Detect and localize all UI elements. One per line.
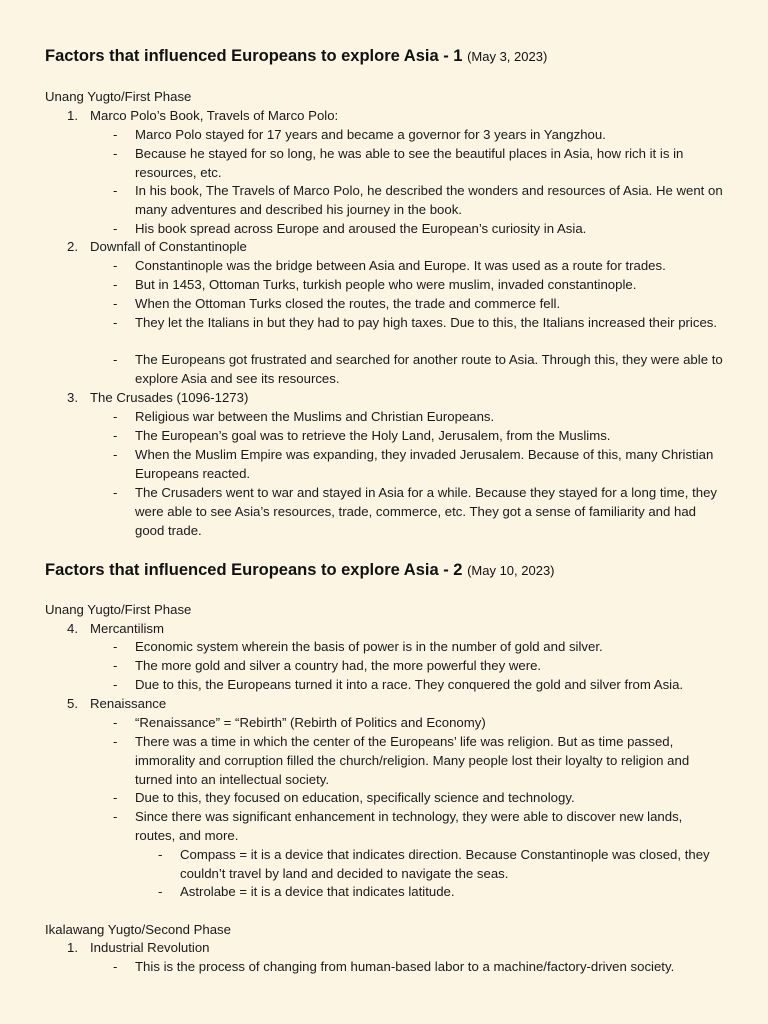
bullet-text: The Crusaders went to war and stayed in Asia for a while. Because they stayed for a long time, they were able to see Asia’s resources, trade, commerce, etc. They got a sense of familiarity and had good trade. — [135, 485, 718, 538]
bullet-text: Economic system wherein the basis of power is in the number of gold and silver. — [135, 639, 603, 654]
bullet-text: When the Muslim Empire was expanding, they invaded Jerusalem. Because of this, many Christian Europeans reacted. — [135, 447, 714, 481]
bullet-text: The more gold and silver a country had, the more powerful they were. — [135, 658, 542, 673]
bullet-text: The European’s goal was to retrieve the Holy Land, Jerusalem, from the Muslims. — [135, 428, 611, 443]
bullet-text: In his book, The Travels of Marco Polo, he described the wonders and resources of Asia. He went on many adventures and described his journey in the book. — [135, 183, 723, 217]
phase-label: Ikalawang Yugto/Second Phase — [45, 922, 231, 937]
item-number: 4. — [67, 621, 78, 636]
sub-bullet-text: Astrolabe = it is a device that indicates latitude. — [180, 884, 455, 899]
item-label: Industrial Revolution — [90, 940, 210, 955]
section-heading — [45, 47, 547, 66]
section-date: (May 10, 2023) — [467, 563, 555, 578]
item-label: Mercantilism — [90, 621, 165, 636]
bullet-text: But in 1453, Ottoman Turks, turkish people who were muslim, invaded constantinople. — [135, 277, 637, 292]
item-number: 2. — [67, 239, 78, 254]
bullet-text: Due to this, they focused on education, specifically science and technology. — [135, 790, 575, 805]
phase-label: Unang Yugto/First Phase — [45, 602, 192, 617]
bullet-text: Marco Polo stayed for 17 years and became a governor for 3 years in Yangzhou. — [135, 127, 606, 142]
bullet-text: This is the process of changing from human-based labor to a machine/factory-driven society. — [135, 959, 675, 974]
bullet-text: Because he stayed for so long, he was able to see the beautiful places in Asia, how rich it is in resources, etc. — [135, 146, 684, 180]
item-number: 1. — [67, 940, 78, 955]
bullet-text: There was a time in which the center of the Europeans’ life was religion. But as time passed, immorality and corruption filled the church/religion. Many people lost their loyalty to religion and turned into an intellectual society. — [135, 734, 690, 787]
section-heading — [45, 561, 555, 580]
bullet-text: The Europeans got frustrated and searched for another route to Asia. Through this, they were able to explore Asia and see its resources. — [135, 352, 723, 386]
bullet-text: Religious war between the Muslims and Christian Europeans. — [135, 409, 495, 424]
bullet-text: They let the Italians in but they had to pay high taxes. Due to this, the Italians increased their prices. — [135, 315, 718, 330]
bullet-text: Due to this, the Europeans turned it into a race. They conquered the gold and silver from Asia. — [135, 677, 684, 692]
item-number: 3. — [67, 390, 78, 405]
bullet-text: His book spread across Europe and aroused the European’s curiosity in Asia. — [135, 221, 587, 236]
bullet-text: Constantinople was the bridge between Asia and Europe. It was used as a route for trades. — [135, 258, 666, 273]
phase-label: Unang Yugto/First Phase — [45, 89, 192, 104]
item-number: 1. — [67, 108, 78, 123]
section-title: Factors that influenced Europeans to explore Asia - 2 — [45, 561, 463, 579]
section-date: (May 3, 2023) — [467, 49, 548, 64]
item-label: Downfall of Constantinople — [90, 239, 247, 254]
item-label: The Crusades (1096-1273) — [90, 390, 249, 405]
bullet-text: When the Ottoman Turks closed the routes, the trade and commerce fell. — [135, 296, 561, 311]
sub-bullet-text: Compass = it is a device that indicates direction. Because Constantinople was closed, they couldn’t travel by land and decided to navigate the seas. — [180, 847, 710, 881]
item-label: Renaissance — [90, 696, 167, 711]
bullet-text: Since there was significant enhancement in technology, they were able to discover new lands, routes, and more. — [135, 809, 683, 843]
bullet-text: “Renaissance” = “Rebirth” (Rebirth of Politics and Economy) — [135, 715, 486, 730]
section-title: Factors that influenced Europeans to explore Asia - 1 — [45, 47, 463, 65]
item-number: 5. — [67, 696, 78, 711]
item-label: Marco Polo’s Book, Travels of Marco Polo: — [90, 108, 339, 123]
